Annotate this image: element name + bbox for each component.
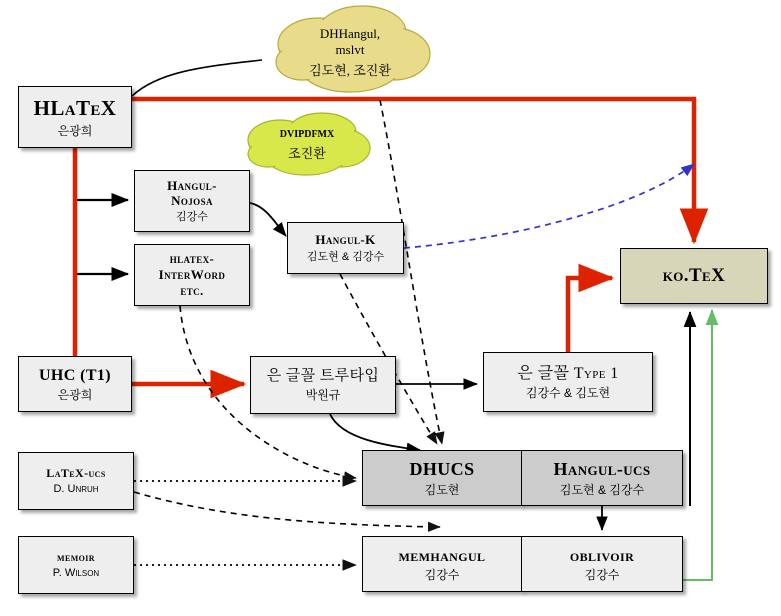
cloud-dvipdfmx-line2: 조진환 xyxy=(288,146,326,161)
node-hlatex-title: HLaTeX xyxy=(33,95,117,120)
node-dhucs-title: DHUCS xyxy=(409,459,475,479)
node-uhc-author: 은광희 xyxy=(57,387,93,402)
node-memhangul[interactable] xyxy=(362,536,522,592)
cloud-dhhangul-line3: 김도현, 조진환 xyxy=(309,62,391,78)
node-hangul-nojosa-author: 김강수 xyxy=(176,211,208,223)
node-eun-truetype-author: 박원규 xyxy=(305,388,341,403)
node-latex-ucs-title: LaTeX-ucs xyxy=(46,465,106,480)
cloud-dhhangul-line1: DHHangul, xyxy=(319,25,381,41)
node-oblivoir-author: 김강수 xyxy=(584,568,620,582)
node-hangul-nojosa-line1: Hangul- xyxy=(167,177,217,193)
node-dhucs-author: 김도현 xyxy=(424,482,460,497)
node-dhucs[interactable] xyxy=(362,450,522,506)
node-latex-ucs[interactable] xyxy=(18,452,134,510)
node-uhc[interactable] xyxy=(18,356,132,412)
node-hangul-nojosa[interactable] xyxy=(134,170,250,232)
node-hlatex-interword-line2: InterWord xyxy=(158,266,226,282)
node-hangul-ucs-title: Hangul-ucs xyxy=(553,459,651,479)
node-eun-type1-title: 은 글꼴 Type 1 xyxy=(517,364,619,382)
node-hangul-nojosa-line2: Nojosa xyxy=(171,193,213,209)
cloud-dhhangul-line2: mslvt xyxy=(335,41,365,57)
node-hangul-ucs-author: 김도현 & 김강수 xyxy=(559,482,645,497)
node-eun-truetype[interactable] xyxy=(250,356,396,414)
node-kotex-title: ko.TeX xyxy=(662,264,726,286)
node-hlatex-interword-line3: etc. xyxy=(180,283,204,299)
node-hangul-k[interactable] xyxy=(287,222,404,274)
node-hangul-k-title: Hangul-K xyxy=(315,232,376,248)
node-eun-truetype-title: 은 글꼴 트루타입 xyxy=(266,368,380,385)
node-memhangul-author: 김강수 xyxy=(424,568,460,582)
node-memoir-title: memoir xyxy=(57,549,95,564)
node-memoir-author: P. Wilson xyxy=(52,567,100,580)
node-uhc-title: UHC (T1) xyxy=(38,366,112,384)
node-hlatex-author: 은광희 xyxy=(57,123,93,138)
node-hlatex-interword-line1: hlatex- xyxy=(169,250,215,266)
node-eun-type1[interactable] xyxy=(483,352,653,412)
node-hlatex[interactable] xyxy=(18,86,132,148)
node-hangul-k-author: 김도현 & 김강수 xyxy=(306,250,385,263)
node-eun-type1-author: 김강수 & 김도현 xyxy=(525,385,611,400)
cloud-dvipdfmx xyxy=(236,108,378,180)
node-memoir[interactable] xyxy=(18,536,134,594)
node-kotex[interactable] xyxy=(620,248,768,304)
cloud-dvipdfmx-line1: dvipdfmx xyxy=(279,126,335,141)
cloud-dhhangul xyxy=(262,4,438,100)
node-hlatex-interword[interactable] xyxy=(134,244,250,306)
node-memhangul-title: memhangul xyxy=(398,545,486,565)
node-hangul-ucs[interactable] xyxy=(521,450,683,506)
node-oblivoir-title: oblivoir xyxy=(569,545,635,565)
node-latex-ucs-author: D. Unruh xyxy=(53,483,99,496)
node-oblivoir[interactable] xyxy=(521,536,683,592)
